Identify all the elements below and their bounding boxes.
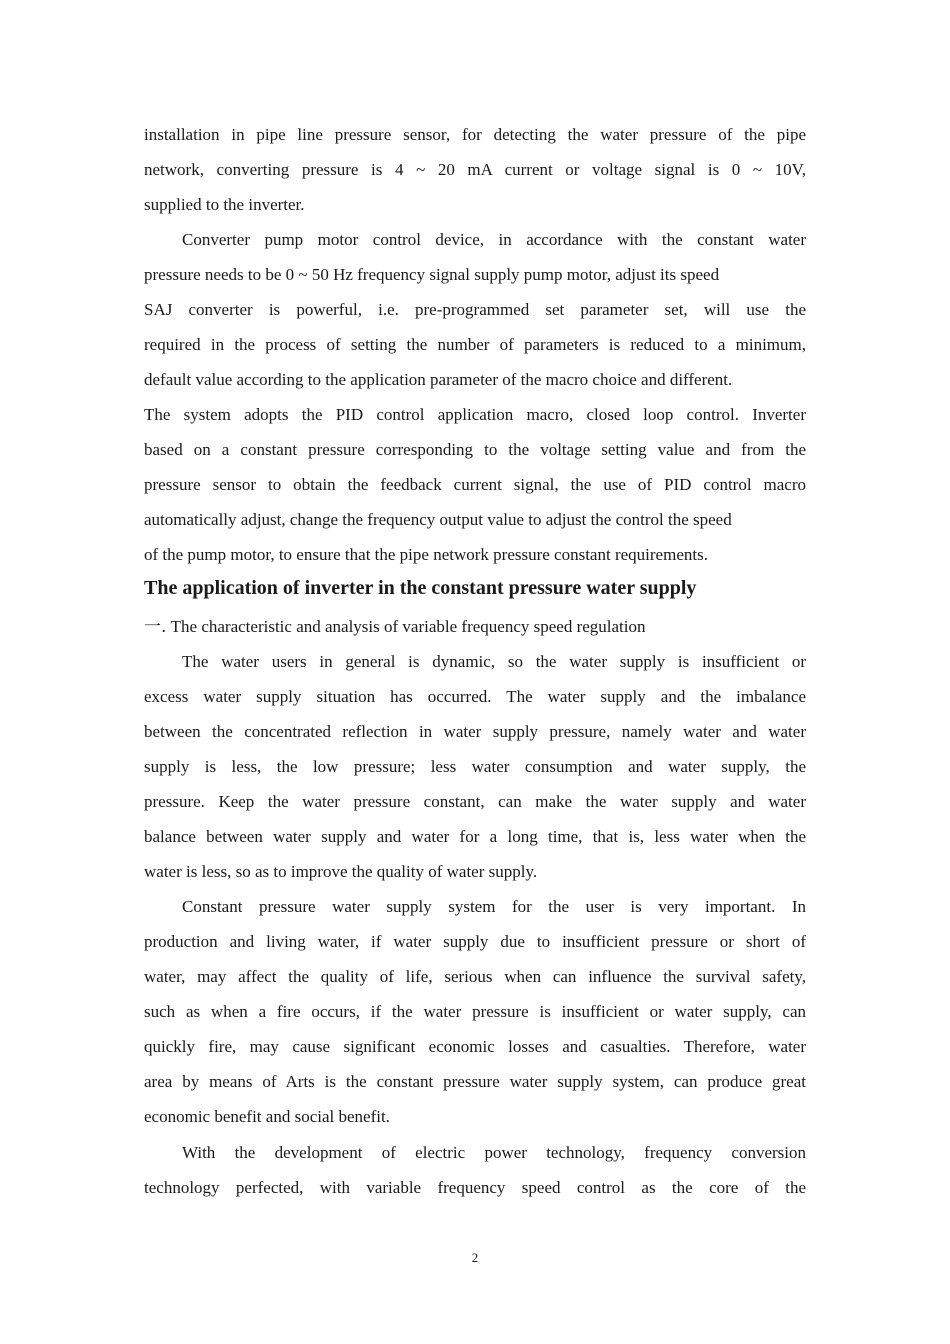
subsection-title-text: The characteristic and analysis of variable frequency speed regulation xyxy=(170,617,646,636)
text-line: supply is less, the low pressure; less water consumption and water supply, the xyxy=(144,757,806,776)
text-line: water, may affect the quality of life, serious when can influence the survival safety, xyxy=(144,967,806,986)
text-line: network, converting pressure is 4 ~ 20 mA current or voltage signal is 0 ~ 10V, xyxy=(144,160,806,179)
text-line: production and living water, if water supply due to insufficient pressure or short of xyxy=(144,932,806,951)
text-line: SAJ converter is powerful, i.e. pre-programmed set parameter set, will use the xyxy=(144,300,806,319)
subsection-number: 一. xyxy=(144,617,167,637)
text-line: technology perfected, with variable frequency speed control as the core of the xyxy=(144,1178,806,1197)
text-line: With the development of electric power technology, frequency conversion xyxy=(182,1143,806,1162)
text-line: of the pump motor, to ensure that the pipe network pressure constant requirements. xyxy=(144,545,708,564)
text-line: required in the process of setting the number of parameters is reduced to a minimum, xyxy=(144,335,806,354)
text-line: between the concentrated reflection in water supply pressure, namely water and water xyxy=(144,722,806,741)
text-line: pressure. Keep the water pressure constant, can make the water supply and water xyxy=(144,792,806,811)
text-line: area by means of Arts is the constant pressure water supply system, can produce great xyxy=(144,1072,806,1091)
subsection-title xyxy=(144,616,806,638)
text-line: excess water supply situation has occurred. The water supply and the imbalance xyxy=(144,687,806,706)
text-line: Constant pressure water supply system for the user is very important. In xyxy=(182,897,806,916)
text-line: balance between water supply and water for a long time, that is, less water when the xyxy=(144,827,806,846)
text-line: default value according to the application parameter of the macro choice and different. xyxy=(144,370,733,389)
text-line: quickly fire, may cause significant economic losses and casualties. Therefore, water xyxy=(144,1037,806,1056)
text-line: pressure sensor to obtain the feedback current signal, the use of PID control macro xyxy=(144,475,806,494)
text-line: installation in pipe line pressure sensor, for detecting the water pressure of the pipe xyxy=(144,125,806,144)
text-line: such as when a fire occurs, if the water pressure is insufficient or water supply, can xyxy=(144,1002,806,1021)
text-line: based on a constant pressure corresponding to the voltage setting value and from the xyxy=(144,440,806,459)
text-line: automatically adjust, change the frequency output value to adjust the control the speed xyxy=(144,510,732,529)
text-line: The water users in general is dynamic, so the water supply is insufficient or xyxy=(182,652,806,671)
page-number: 2 xyxy=(471,1250,479,1265)
text-line: water is less, so as to improve the quality of water supply. xyxy=(144,862,538,881)
text-line: The system adopts the PID control application macro, closed loop control. Inverter xyxy=(144,405,806,424)
section-heading: The application of inverter in the constant pressure water supply xyxy=(144,577,697,599)
text-line: supplied to the inverter. xyxy=(144,195,305,214)
text-line: pressure needs to be 0 ~ 50 Hz frequency signal supply pump motor, adjust its speed xyxy=(144,265,720,284)
text-line: Converter pump motor control device, in accordance with the constant water xyxy=(182,230,806,249)
text-line: economic benefit and social benefit. xyxy=(144,1107,390,1126)
